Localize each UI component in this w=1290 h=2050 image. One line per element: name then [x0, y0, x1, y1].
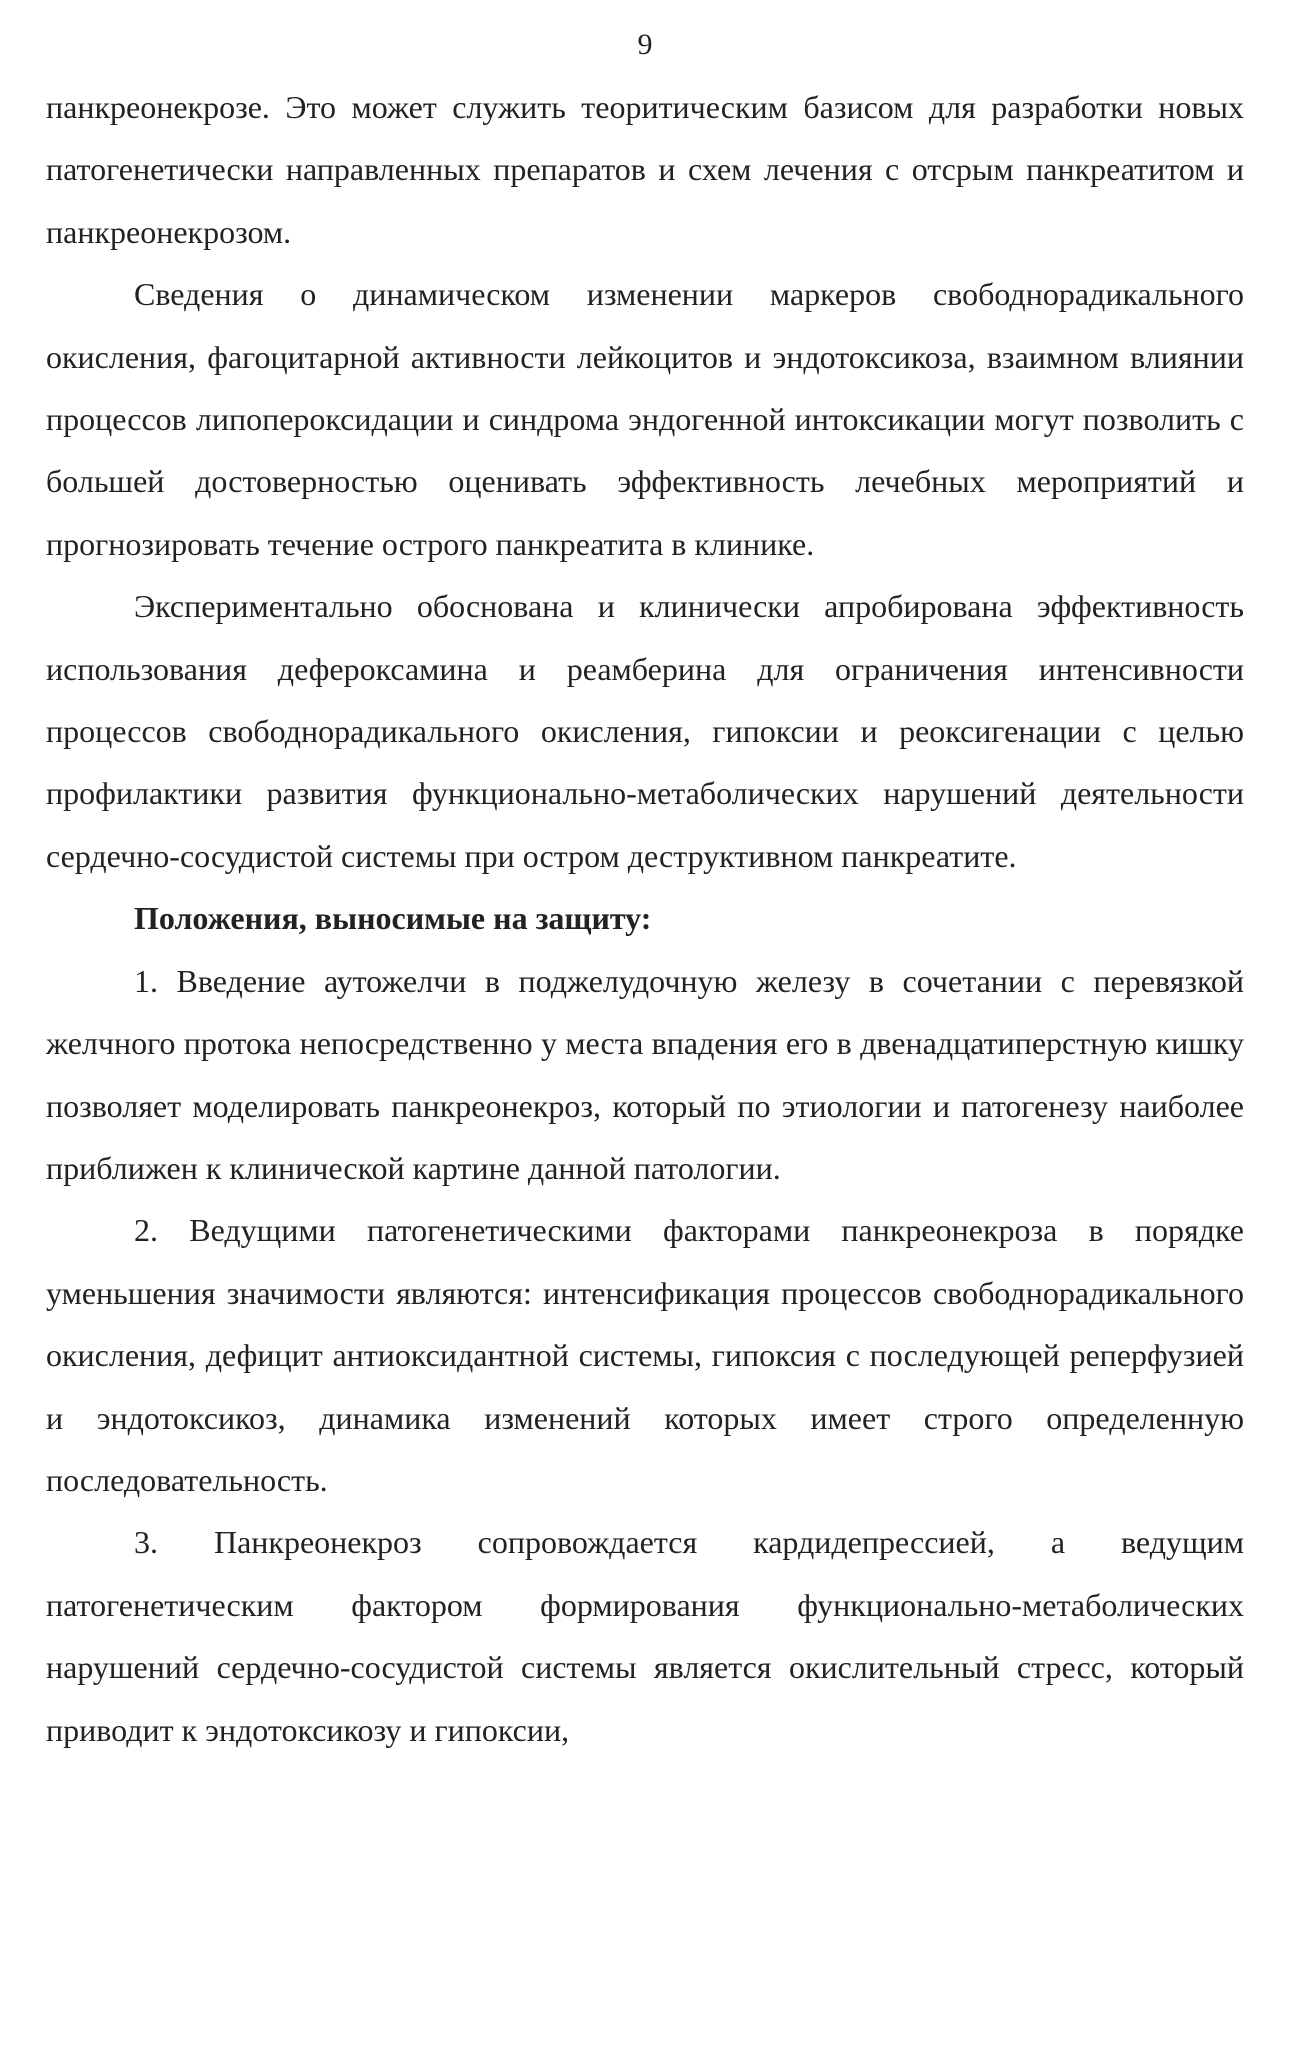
list-item: 1. Введение аутожелчи в поджелудочную железу в сочетании с перевязкой желчного протока непосредственно у места впадения его в двенадцатиперстную кишку позволяет моделировать панкреонекроз, который по этиологии и патогенезу наиболее приближен к клинической картине данной патологии.: [46, 962, 1244, 1186]
page-number: 9: [637, 28, 653, 61]
section-heading: Положения, выносимые на защиту:: [134, 900, 652, 937]
paragraph-experimental-justification: Экспериментально обоснована и клинически апробирована эффективность использования дефероксамина и реамберина для ограничения интенсивности процессов свободнорадикального окисления, гипоксии и реоксигенации с целью профилактики развития функционально-метаболических нарушений деятельности сердечно-сосудистой системы при остром деструктивном панкреатите.: [46, 588, 1244, 874]
paragraph-continuation: панкреонекрозе. Это может служить теоритическим базисом для разработки новых патогенетически направленных препаратов и схем лечения с отсрым панкреатитом и панкреонекрозом.: [46, 89, 1244, 250]
list-item: 2. Ведущими патогенетическими факторами панкреонекроза в порядке уменьшения значимости являются: интенсификация процессов свободнорадикального окисления, дефицит антиоксидантной системы, гипоксия с последующей реперфузией и эндотоксикоз, динамика изменений которых имеет строго определенную последовательность.: [46, 1212, 1244, 1498]
document-body: [46, 76, 1244, 1761]
list-item: 3. Панкреонекроз сопровождается кардидепрессией, а ведущим патогенетическим фактором формирования функционально-метаболических нарушений сердечно-сосудистой системы является окислительный стресс, который приводит к эндотоксикозу и гипоксии,: [46, 1524, 1244, 1748]
paragraph-markers-info: Сведения о динамическом изменении маркеров свободнорадикального окисления, фагоцитарной активности лейкоцитов и эндотоксикоза, взаимном влиянии процессов липопероксидации и синдрома эндогенной интоксикации могут позволить с большей достоверностью оценивать эффективность лечебных мероприятий и прогнозировать течение острого панкреатита в клинике.: [46, 276, 1244, 562]
